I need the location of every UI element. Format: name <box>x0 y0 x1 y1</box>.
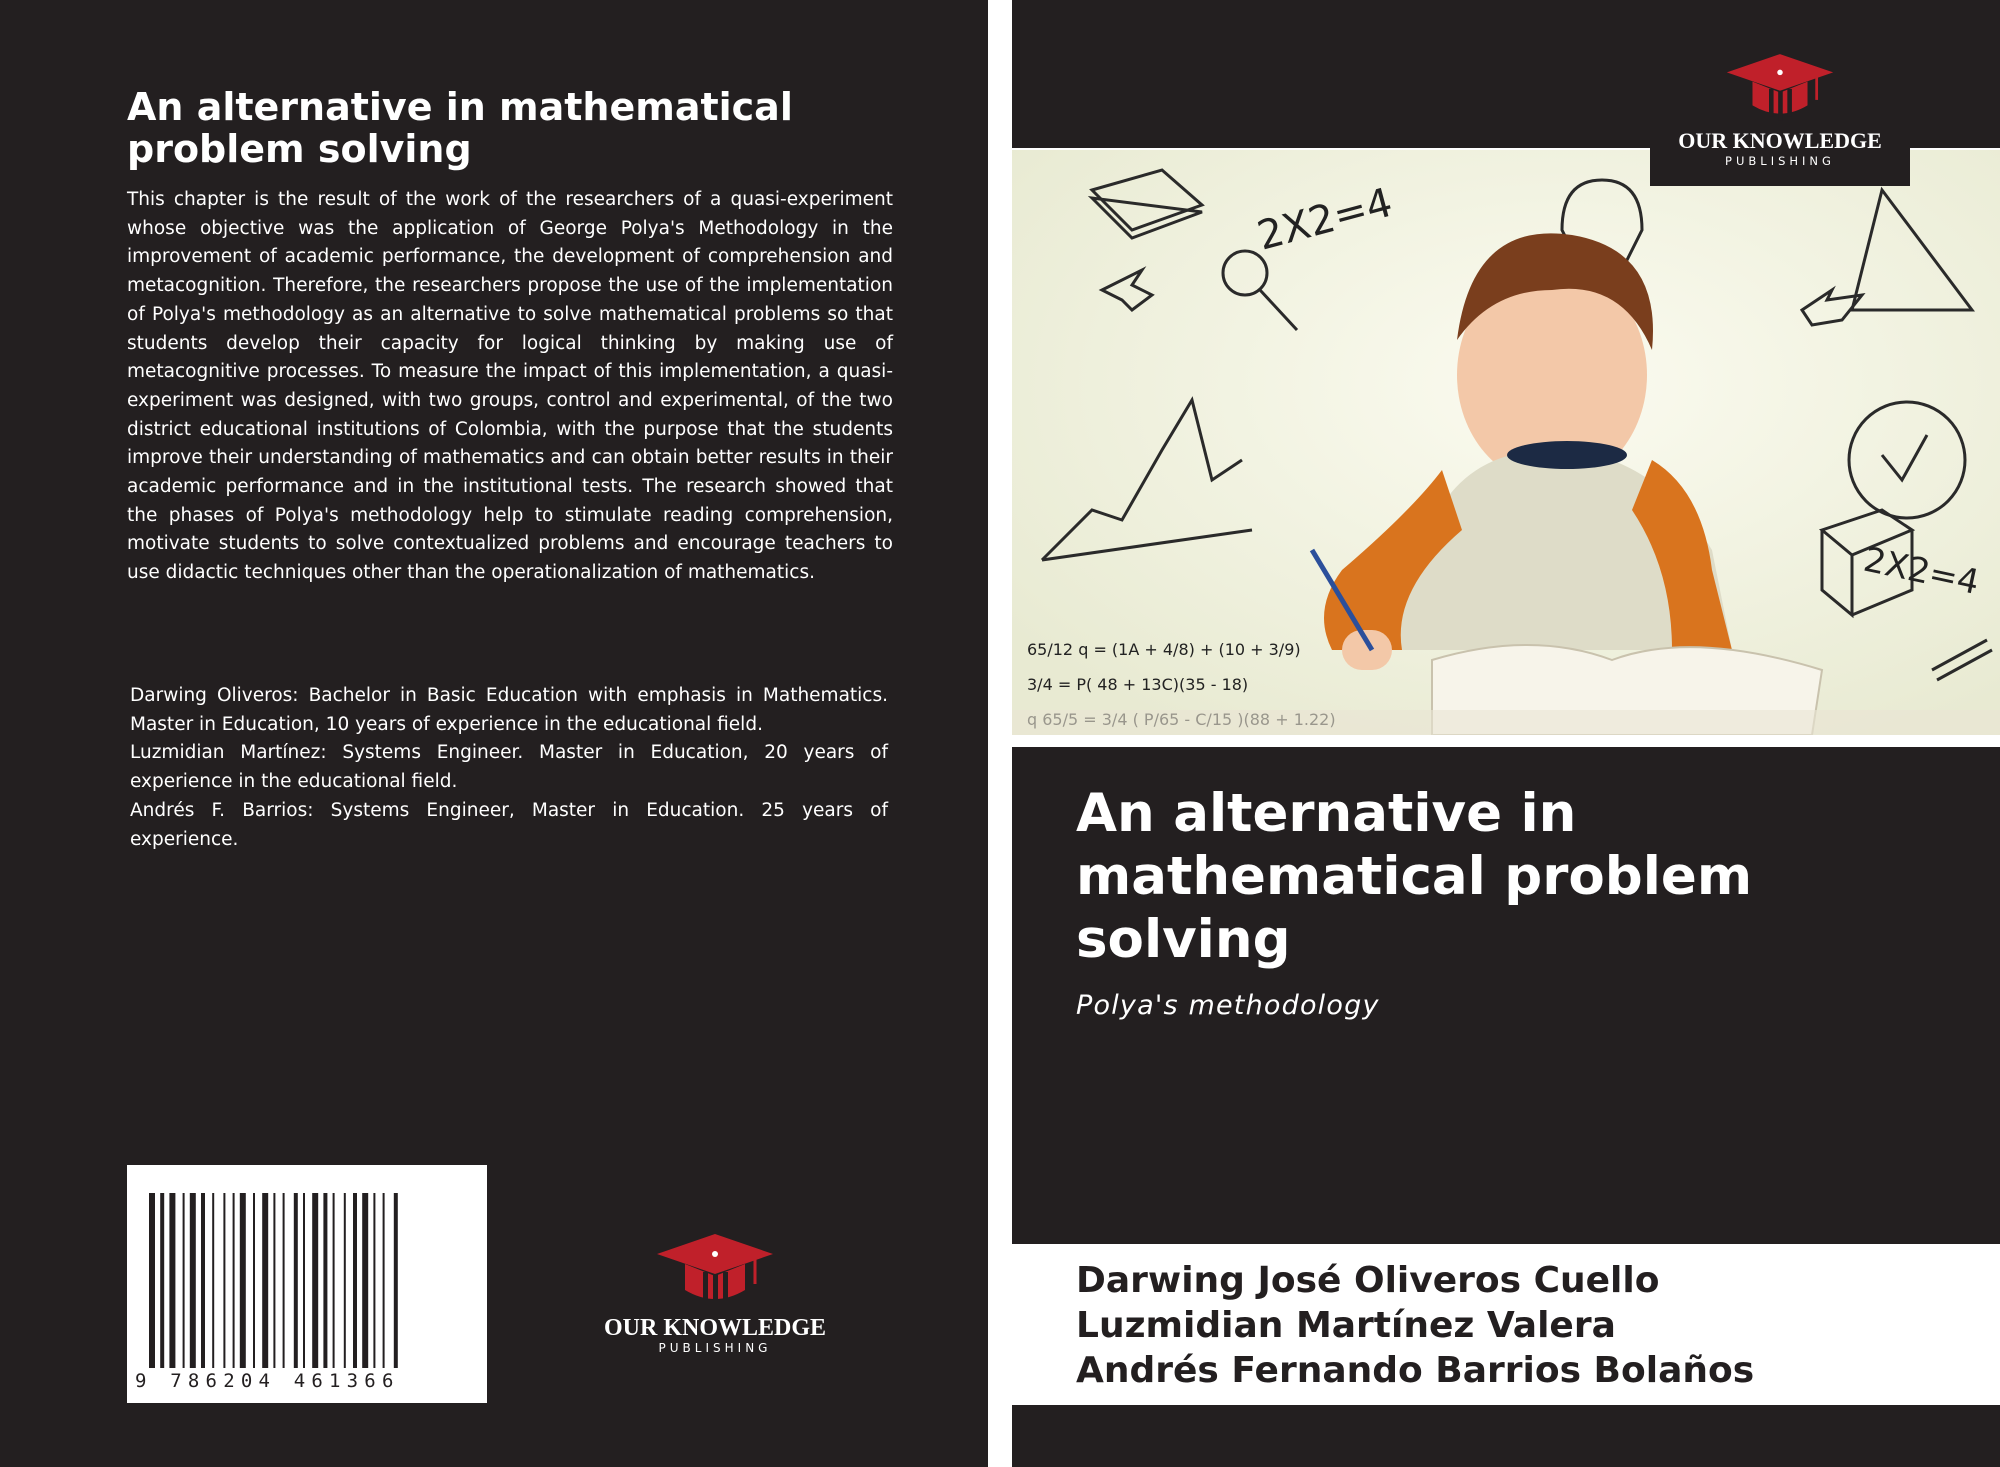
front-cover-subtitle: Polya's methodology <box>1076 990 1380 1021</box>
barcode-bar <box>394 1193 398 1368</box>
barcode-bar <box>303 1193 305 1368</box>
doodle-equation-top: 2X2=4 <box>1252 179 1398 260</box>
barcode-bar <box>240 1193 246 1368</box>
author-bio: Luzmidian Martínez: Systems Engineer. Master in Education, 20 years of experience in the educational field. <box>130 742 888 793</box>
publisher-name: OUR KNOWLEDGE <box>1678 128 1882 153</box>
publisher-logo <box>1650 52 1910 168</box>
barcode-bar <box>183 1193 185 1368</box>
barcode-bar <box>362 1193 368 1368</box>
isbn-barcode <box>127 1165 487 1403</box>
barcode-bar <box>312 1193 318 1368</box>
author-bio: Andrés F. Barrios: Systems Engineer, Master in Education. 25 years of experience. <box>130 799 888 850</box>
barcode-bar <box>233 1193 235 1368</box>
barcode-bar <box>169 1193 175 1368</box>
barcode-bar <box>223 1193 225 1368</box>
back-cover-title: An alternative in mathematical problem solving <box>127 85 793 171</box>
svg-text:65/12 q = (1A + 4/8) + (10 + 3: 65/12 q = (1A + 4/8) + (10 + 3/9) <box>1027 640 1301 659</box>
back-cover-description: This chapter is the result of the work of the researchers of a quasi-experiment whose objective was the application of George Polya's Methodology in the improvement of academic performance, the development of comprehension and metacognition. Therefore, the researchers propose the use of the implementation of Polya's methodology as an alternative to solve mathematical problems so that students develop their capacity for logical thinking by making use of metacognitive processes. To measure the impact of this implementation, a quasi-experiment was designed, with two groups, control and experimental, of the two district educational institutions of Colombia, with the purpose that the students improve their understanding of mathematics and can obtain better results in their academic performance and in the institutional tests. The research showed that the phases of Polya's methodology help to stimulate reading comprehension, motivate students to solve contextualized problems and encourage teachers to use didactic techniques other than the operationalization of mathematics. <box>127 189 893 584</box>
boy-studying-image <box>1012 150 2000 735</box>
barcode-bar <box>262 1193 268 1368</box>
graduation-cap-icon <box>655 1232 775 1310</box>
doodle-equation-right: 2X2=4 <box>1860 539 1983 604</box>
back-cover <box>0 0 988 1467</box>
author-list <box>1076 1258 1976 1393</box>
barcode-bar <box>190 1193 196 1368</box>
author-bio: Darwing Oliveros: Bachelor in Basic Education with emphasis in Mathematics. Master in Education, 10 years of experience in the educational field. <box>130 685 888 735</box>
publisher-name: OUR KNOWLEDGE <box>603 1315 827 1341</box>
author-bios <box>130 682 888 854</box>
spine <box>988 0 1012 1467</box>
barcode-bar <box>383 1193 385 1368</box>
publisher-subtitle: PUBLISHING <box>658 1341 772 1355</box>
front-bottom-band <box>1012 1405 2000 1467</box>
barcode-bar <box>212 1193 214 1368</box>
barcode-bar <box>160 1193 164 1368</box>
barcode-bar <box>294 1193 298 1368</box>
barcode-bar <box>149 1193 155 1368</box>
author-name: Andrés Fernando Barrios Bolaños <box>1076 1350 1755 1391</box>
cover-illustration <box>1012 150 2000 735</box>
isbn-digits: 9 786204 461366 <box>135 1370 400 1392</box>
barcode-bars <box>127 1165 487 1403</box>
front-logo-box <box>1650 0 1910 186</box>
svg-text:3/4 = P( 48 + 13C)(35 - 18): 3/4 = P( 48 + 13C)(35 - 18) <box>1027 675 1249 694</box>
front-cover-title: An alternative in mathematical problem solving <box>1076 783 1753 970</box>
barcode-bar <box>273 1193 275 1368</box>
barcode-bar <box>353 1193 357 1368</box>
publisher-logo <box>592 1232 838 1355</box>
barcode-bar <box>344 1193 346 1368</box>
barcode-bar <box>333 1193 335 1368</box>
barcode-bar <box>373 1193 375 1368</box>
graduation-cap-icon <box>1725 52 1835 124</box>
barcode-bar <box>323 1193 327 1368</box>
author-name: Luzmidian Martínez Valera <box>1076 1305 1616 1346</box>
publisher-subtitle: PUBLISHING <box>1725 154 1835 168</box>
barcode-bar <box>283 1193 285 1368</box>
barcode-bar <box>253 1193 255 1368</box>
front-cover <box>1012 0 2000 1467</box>
barcode-bar <box>201 1193 205 1368</box>
author-name: Darwing José Oliveros Cuello <box>1076 1260 1660 1301</box>
